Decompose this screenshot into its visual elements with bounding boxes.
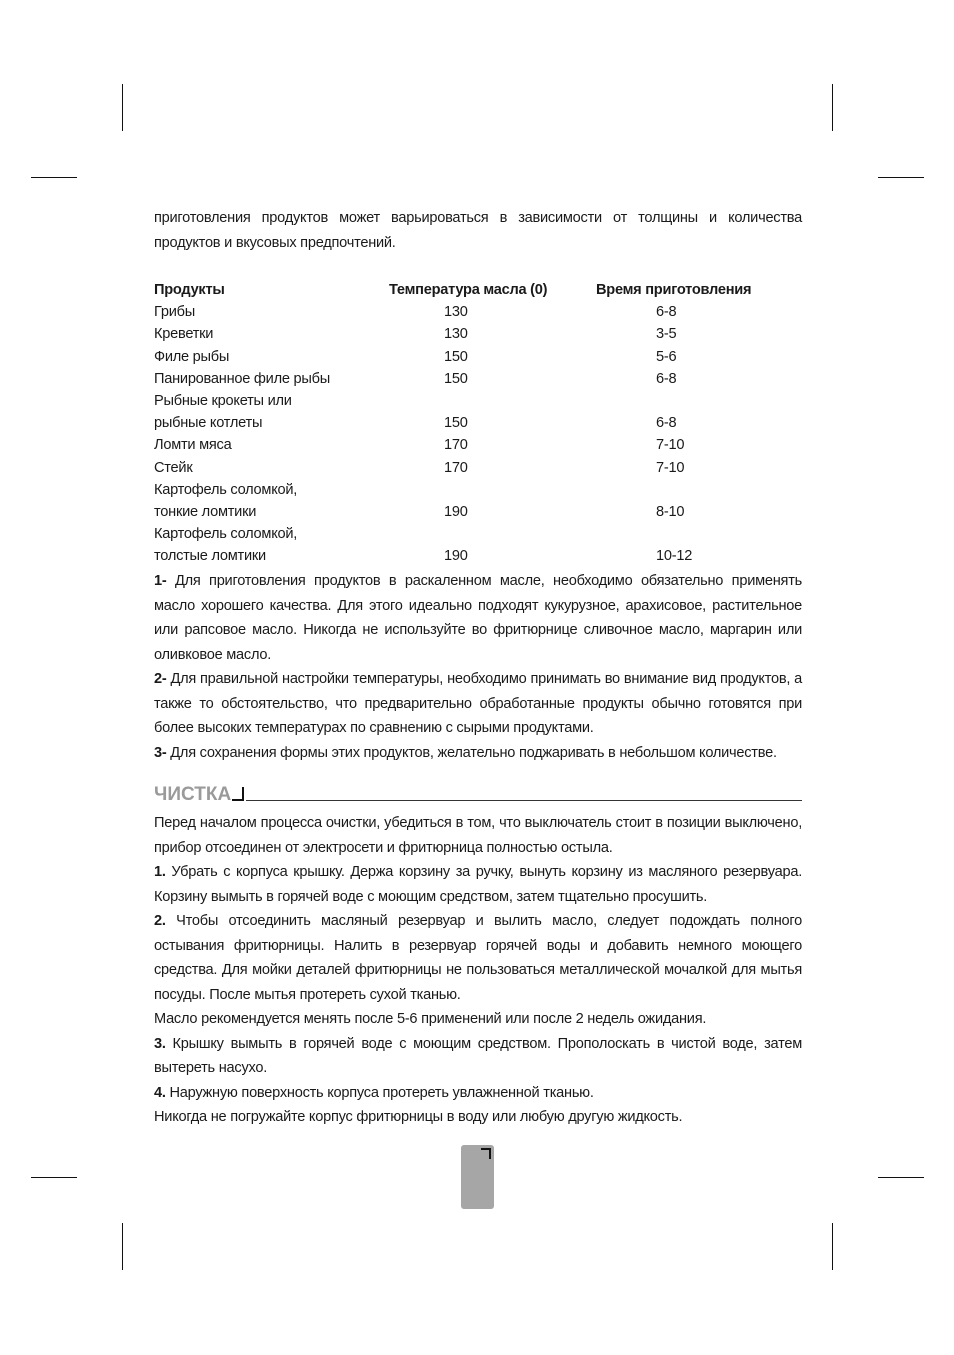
time-cell: 6-8 xyxy=(656,370,677,387)
corner-mark-icon xyxy=(481,1148,491,1159)
time-cell: 5-6 xyxy=(656,348,677,365)
cooking-table xyxy=(154,279,802,567)
step-text: Убрать с корпуса крышку. Держа корзину за ручку, вынуть корзину из масляного резервуара. Корзину вымыть в горячей воде с моющим средством, затем тщательно просушить. xyxy=(154,864,802,905)
temperature-cell: 170 xyxy=(444,437,468,454)
note-3 xyxy=(154,741,802,766)
note-text: Для сохранения формы этих продуктов, желательно поджаривать в небольшом количестве. xyxy=(166,744,777,761)
table-row xyxy=(154,434,802,456)
time-cell: 6-8 xyxy=(656,304,677,321)
product-cell: Филе рыбы xyxy=(154,348,230,365)
temperature-cell: 150 xyxy=(444,370,468,387)
temperature-cell: 130 xyxy=(444,304,468,321)
step-number: 1. xyxy=(154,864,166,881)
note-number: 1- xyxy=(154,573,167,590)
notes xyxy=(154,569,802,765)
header-products: Продукты xyxy=(154,282,225,298)
page-tab xyxy=(461,1145,494,1209)
table-row xyxy=(154,323,802,345)
note-2 xyxy=(154,667,802,741)
step-number: 2. xyxy=(154,913,166,930)
table-row xyxy=(154,301,802,323)
table-row xyxy=(154,457,802,479)
time-cell: 3-5 xyxy=(656,326,677,343)
intro-paragraph: приготовления продуктов может варьироваться в зависимости от толщины и количества продуктов и вкусовых предпочтений. xyxy=(154,210,802,251)
table-row xyxy=(154,501,802,523)
product-cell: рыбные котлеты xyxy=(154,415,263,432)
table-header xyxy=(154,279,802,301)
step-number: 3. xyxy=(154,1035,166,1052)
table-row xyxy=(154,346,802,368)
time-cell: 7-10 xyxy=(656,437,685,454)
temperature-cell: 190 xyxy=(444,548,468,565)
crop-mark xyxy=(832,84,833,131)
note-number: 3- xyxy=(154,744,167,761)
step-text: Крышку вымыть в горячей воде с моющим средством. Прополоскать в чистой воде, затем вытереть насухо. xyxy=(154,1035,802,1077)
product-cell: Картофель соломкой, xyxy=(154,481,298,498)
crop-mark xyxy=(31,1177,77,1178)
product-cell: Картофель соломкой, xyxy=(154,526,298,543)
temperature-cell: 170 xyxy=(444,459,468,476)
crop-mark xyxy=(878,177,924,178)
section-title: ЧИСТКА xyxy=(154,784,232,806)
header-temperature: Температура масла (0) xyxy=(389,282,548,298)
cleaning-intro: Перед началом процесса очистки, убедиться в том, что выключатель стоит в позиции выключено, прибор отсоединен от электросети и фритюрница полностью остыла. xyxy=(154,815,802,856)
crop-mark xyxy=(31,177,77,178)
cleaning-heading xyxy=(154,781,802,811)
table-row xyxy=(154,523,802,545)
crop-mark xyxy=(878,1177,924,1178)
cleaning-note-oil xyxy=(154,1007,802,1032)
product-cell: тонкие ломтики xyxy=(154,503,257,520)
temperature-cell: 150 xyxy=(444,348,468,365)
step-text: Никогда не погружайте корпус фритюрницы в воду или любую другую жидкость. xyxy=(154,1109,683,1126)
page-content xyxy=(154,206,802,1130)
crop-mark xyxy=(122,84,123,131)
note-text: Для приготовления продуктов в раскаленном масле, необходимо обязательно применять масло хорошего качества. Для этого идеально подходят кукурузное, арахисовое, растительное или рапсовое масло. Никогда не используйте во фритюрнице сливочное масло, маргарин или оливковое масло. xyxy=(154,573,802,663)
step-text: Наружную поверхность корпуса протереть увлажненной тканью. xyxy=(165,1084,594,1101)
corner-mark-icon xyxy=(232,787,244,801)
product-cell: Стейк xyxy=(154,459,193,476)
cleaning-step-4 xyxy=(154,1081,802,1106)
table-body xyxy=(154,301,802,567)
temperature-cell: 150 xyxy=(444,415,468,432)
note-text: Для правильной настройки температуры, необходимо принимать во внимание вид продуктов, а также то обстоятельство, что предварительно обработанные продукты обычно готовятся при более высоких температурах по сравнению с сырыми продуктами. xyxy=(154,671,802,737)
header-time: Время приготовления xyxy=(596,282,752,298)
product-cell: Панированное филе рыбы xyxy=(154,370,330,387)
step-text: Чтобы отсоединить масляный резервуар и вылить масло, следует подождать полного остывания фритюрницы. Налить в резервуар горячей воды и добавить немного моющего средства. Для мойки деталей фритюрницы не пользоваться металлической мочалкой для мытья посуды. После мытья протереть сухой тканью. xyxy=(154,913,802,1003)
crop-mark xyxy=(122,1223,123,1270)
note-1 xyxy=(154,569,802,667)
product-cell: толстые ломтики xyxy=(154,548,266,565)
cleaning-step-2 xyxy=(154,909,802,1007)
product-cell: Рыбные крокеты или xyxy=(154,392,292,409)
time-cell: 6-8 xyxy=(656,415,677,432)
time-cell: 10-12 xyxy=(656,548,693,565)
table-row xyxy=(154,479,802,501)
heading-rule xyxy=(246,800,802,801)
crop-mark xyxy=(832,1223,833,1270)
table-row xyxy=(154,368,802,390)
cleaning-step-3 xyxy=(154,1032,802,1081)
product-cell: Грибы xyxy=(154,304,195,321)
step-text: Масло рекомендуется менять после 5-6 применений или после 2 недель ожидания. xyxy=(154,1011,707,1028)
step-number: 4. xyxy=(154,1084,166,1101)
note-number: 2- xyxy=(154,671,167,688)
time-cell: 8-10 xyxy=(656,503,685,520)
product-cell: Ломти мяса xyxy=(154,437,232,454)
cleaning-warning xyxy=(154,1105,802,1130)
table-row xyxy=(154,545,802,567)
temperature-cell: 130 xyxy=(444,326,468,343)
table-row xyxy=(154,390,802,412)
time-cell: 7-10 xyxy=(656,459,685,476)
cleaning-step-1 xyxy=(154,860,802,909)
product-cell: Креветки xyxy=(154,326,214,343)
table-row xyxy=(154,412,802,434)
temperature-cell: 190 xyxy=(444,503,468,520)
